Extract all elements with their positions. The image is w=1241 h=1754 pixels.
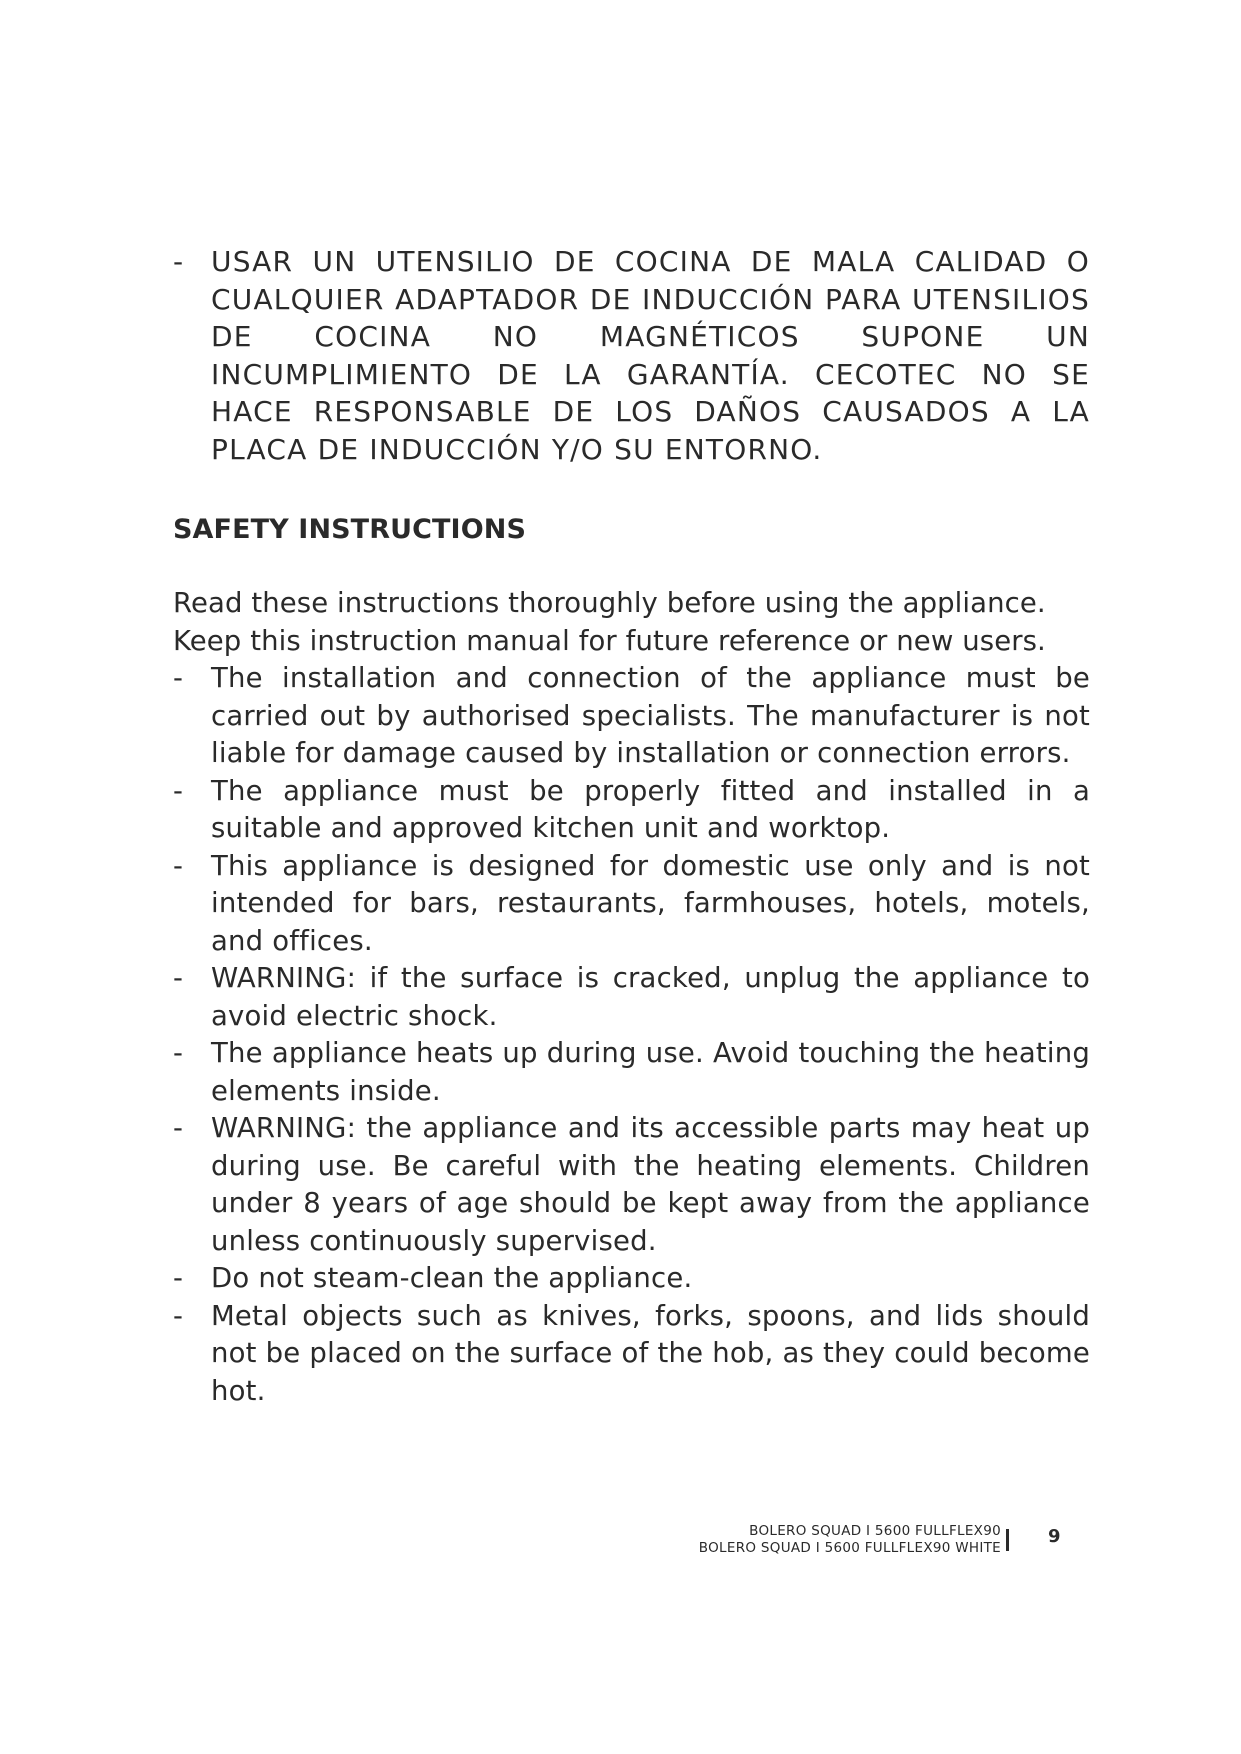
list-item-text: The appliance heats up during use. Avoid touching the heating elements inside. — [211, 1037, 1090, 1107]
spanish-note-text: USAR UN UTENSILIO DE COCINA DE MALA CALIDAD O CUALQUIER ADAPTADOR DE INDUCCIÓN PARA UTENSILIOS DE COCINA NO MAGNÉTICOS SUPONE UN INCUMPLIMIENTO DE LA GARANTÍA. CECOTEC NO SE HACE RESPONSABLE DE LOS DAÑOS CAUSADOS A LA PLACA DE INDUCCIÓN Y/O SU ENTORNO. — [211, 245, 1090, 466]
bullet-dash: - — [173, 662, 184, 694]
page-content — [173, 243, 1090, 1410]
list-item — [173, 848, 1090, 961]
list-item-text: The installation and connection of the appliance must be carried out by authorised specialists. The manufacturer is not liable for damage caused by installation or connection errors. — [211, 662, 1090, 769]
footer-model-line: BOLERO SQUAD I 5600 FULLFLEX90 — [749, 1523, 1001, 1539]
list-item-text: Metal objects such as knives, forks, spoons, and lids should not be placed on the surface of the hob, as they could become hot. — [211, 1299, 1090, 1407]
bullet-dash: - — [173, 962, 184, 994]
bullet-dash: - — [173, 1262, 184, 1294]
bullet-dash: - — [173, 774, 184, 807]
list-item — [173, 1035, 1090, 1110]
bullet-dash: - — [173, 1299, 184, 1332]
intro-line: Keep this instruction manual for future reference or new users. — [173, 624, 1046, 657]
footer-model-line: BOLERO SQUAD I 5600 FULLFLEX90 WHITE — [698, 1540, 1001, 1556]
bullet-dash: - — [173, 245, 185, 278]
list-item — [173, 1298, 1090, 1411]
list-item-text: WARNING: the appliance and its accessible parts may heat up during use. Be careful with the heating elements. Children under 8 years of age should be kept away from the appliance unless continuously supervised. — [211, 1112, 1090, 1257]
list-item — [173, 660, 1090, 773]
list-item — [173, 1110, 1090, 1260]
bullet-dash: - — [173, 849, 184, 882]
list-item-text: The appliance must be properly fitted and installed in a suitable and approved kitchen unit and worktop. — [211, 774, 1090, 844]
list-item-text: Do not steam-clean the appliance. — [211, 1262, 693, 1294]
footer-divider — [1006, 1529, 1009, 1551]
spanish-warranty-note — [173, 243, 1090, 468]
list-item — [173, 1260, 1090, 1298]
section-heading: SAFETY INSTRUCTIONS — [173, 514, 526, 545]
list-item-text: WARNING: if the surface is cracked, unplug the appliance to avoid electric shock. — [211, 962, 1090, 1032]
list-item-text: This appliance is designed for domestic use only and is not intended for bars, restaurants, farmhouses, hotels, motels, and offices. — [211, 849, 1090, 957]
list-item — [173, 960, 1090, 1035]
list-item — [173, 773, 1090, 848]
intro-line: Read these instructions thoroughly before using the appliance. — [173, 587, 1046, 619]
bullet-dash: - — [173, 1037, 184, 1069]
intro-paragraph — [173, 585, 1090, 660]
page-number: 9 — [1048, 1526, 1061, 1547]
bullet-dash: - — [173, 1112, 184, 1144]
footer-model-names — [699, 1523, 1001, 1557]
